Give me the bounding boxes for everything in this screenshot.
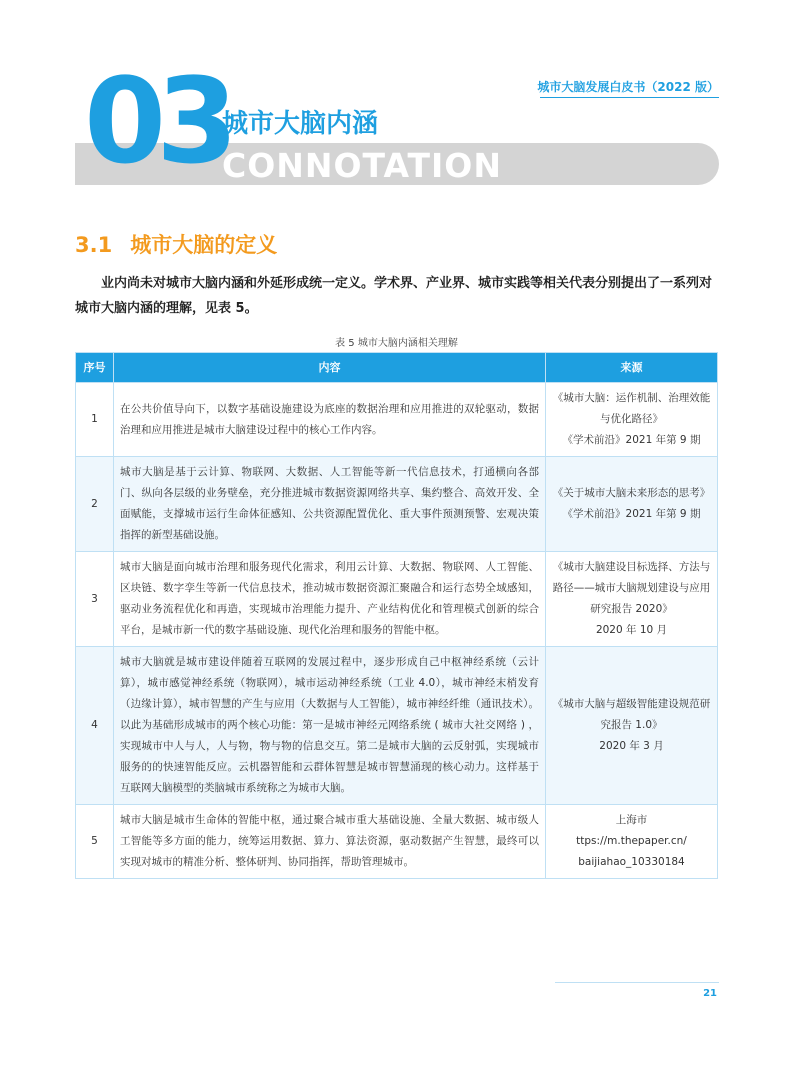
- row-index: 3: [76, 552, 114, 647]
- row-content: 城市大脑就是城市建设伴随着互联网的发展过程中，逐步形成自己中枢神经系统（云计算），城市感觉神经系统（物联网），城市运动神经系统（工业 4.0），城市神经末梢发育（边缘计算），城市智慧的产生与应用（大数据与人工智能），城市神经纤维（通讯技术）。以此为基础形成城市的两个核心功能：第一是城市神经元网络系统 ( 城市大社交网络 ) ，实现城市中人与人，人与物，物与物的信息交互。第二是城市大脑的云反射弧，实现城市服务的的快速智能反应。云机器智能和云群体智慧是城市智慧涌现的核心动力。这样基于互联网大脑模型的类脑城市系统称之为城市大脑。: [114, 647, 546, 805]
- section-number: 3.1: [75, 233, 113, 257]
- row-source: [546, 805, 718, 879]
- source-line: 2020 年 3 月: [599, 740, 664, 752]
- header-source: 来源: [546, 353, 718, 383]
- table-row: [76, 805, 718, 879]
- table-row: [76, 647, 718, 805]
- row-content: 在公共价值导向下，以数字基础设施建设为底座的数据治理和应用推进的双轮驱动，数据治理和应用推进是城市大脑建设过程中的核心工作内容。: [114, 383, 546, 457]
- header-index: 序号: [76, 353, 114, 383]
- header-content: 内容: [114, 353, 546, 383]
- page-number: 21: [703, 988, 717, 999]
- row-source: [546, 383, 718, 457]
- row-index: 5: [76, 805, 114, 879]
- source-line: 《城市大脑与超级智能建设规范研究报告 1.0》: [552, 698, 711, 731]
- row-index: 1: [76, 383, 114, 457]
- source-line: 《关于城市大脑未来形态的思考》: [552, 487, 711, 499]
- source-line: 《学术前沿》2021 年第 9 期: [562, 434, 701, 446]
- row-source: [546, 647, 718, 805]
- table-row: [76, 383, 718, 457]
- source-line: ttps://m.thepaper.cn/: [576, 835, 687, 847]
- header-title: 城市大脑发展白皮书（2022 版）: [537, 80, 719, 94]
- table-caption: 表 5 城市大脑内涵相关理解: [335, 338, 458, 349]
- section-heading: [75, 229, 277, 259]
- row-index: 2: [76, 457, 114, 552]
- source-line: 《城市大脑：运作机制、治理效能与优化路径》: [552, 392, 711, 425]
- header-rule: [540, 97, 719, 98]
- chapter-title-cn: 城市大脑内涵: [222, 109, 379, 139]
- table-header-row: [76, 353, 718, 383]
- row-index: 4: [76, 647, 114, 805]
- source-line: 《城市大脑建设目标选择、方法与路径——城市大脑规划建设与应用研究报告 2020》: [552, 561, 711, 615]
- chapter-title-en: CONNOTATION: [222, 146, 502, 185]
- row-content: 城市大脑是基于云计算、物联网、大数据、人工智能等新一代信息技术，打通横向各部门、纵向各层级的业务壁垒，充分推进城市数据资源网络共享、集约整合、高效开发、全面赋能，支撑城市运行生命体征感知、公共资源配置优化、重大事件预测预警、宏观决策指挥的新型基础设施。: [114, 457, 546, 552]
- row-content: 城市大脑是面向城市治理和服务现代化需求，利用云计算、大数据、物联网、人工智能、区块链、数字孪生等新一代信息技术，推动城市数据资源汇聚融合和运行态势全域感知，驱动业务流程优化和再造，实现城市治理能力提升、产业结构优化和管理模式创新的综合平台，是城市新一代的数字基础设施、现代化治理和服务的智能中枢。: [114, 552, 546, 647]
- row-content: 城市大脑是城市生命体的智能中枢，通过聚合城市重大基础设施、全量大数据、城市级人工智能等多方面的能力，统筹运用数据、算力、算法资源，驱动数据产生智慧，最终可以实现对城市的精准分析、整体研判、协同指挥，帮助管理城市。: [114, 805, 546, 879]
- row-source: [546, 457, 718, 552]
- source-line: 2020 年 10 月: [595, 624, 668, 636]
- table-row: [76, 552, 718, 647]
- source-line: 《学术前沿》2021 年第 9 期: [562, 508, 701, 520]
- definition-table: [75, 352, 718, 879]
- source-line: baijiahao_10330184: [578, 856, 685, 868]
- source-line: 上海市: [615, 814, 648, 826]
- footer-rule: [555, 982, 719, 983]
- chapter-number: 03: [84, 52, 229, 190]
- table-row: [76, 457, 718, 552]
- intro-paragraph: 业内尚未对城市大脑内涵和外延形成统一定义。学术界、产业界、城市实践等相关代表分别提出了一系列对城市大脑内涵的理解，见表 5。: [75, 276, 713, 316]
- row-source: [546, 552, 718, 647]
- section-title: 城市大脑的定义: [130, 233, 278, 257]
